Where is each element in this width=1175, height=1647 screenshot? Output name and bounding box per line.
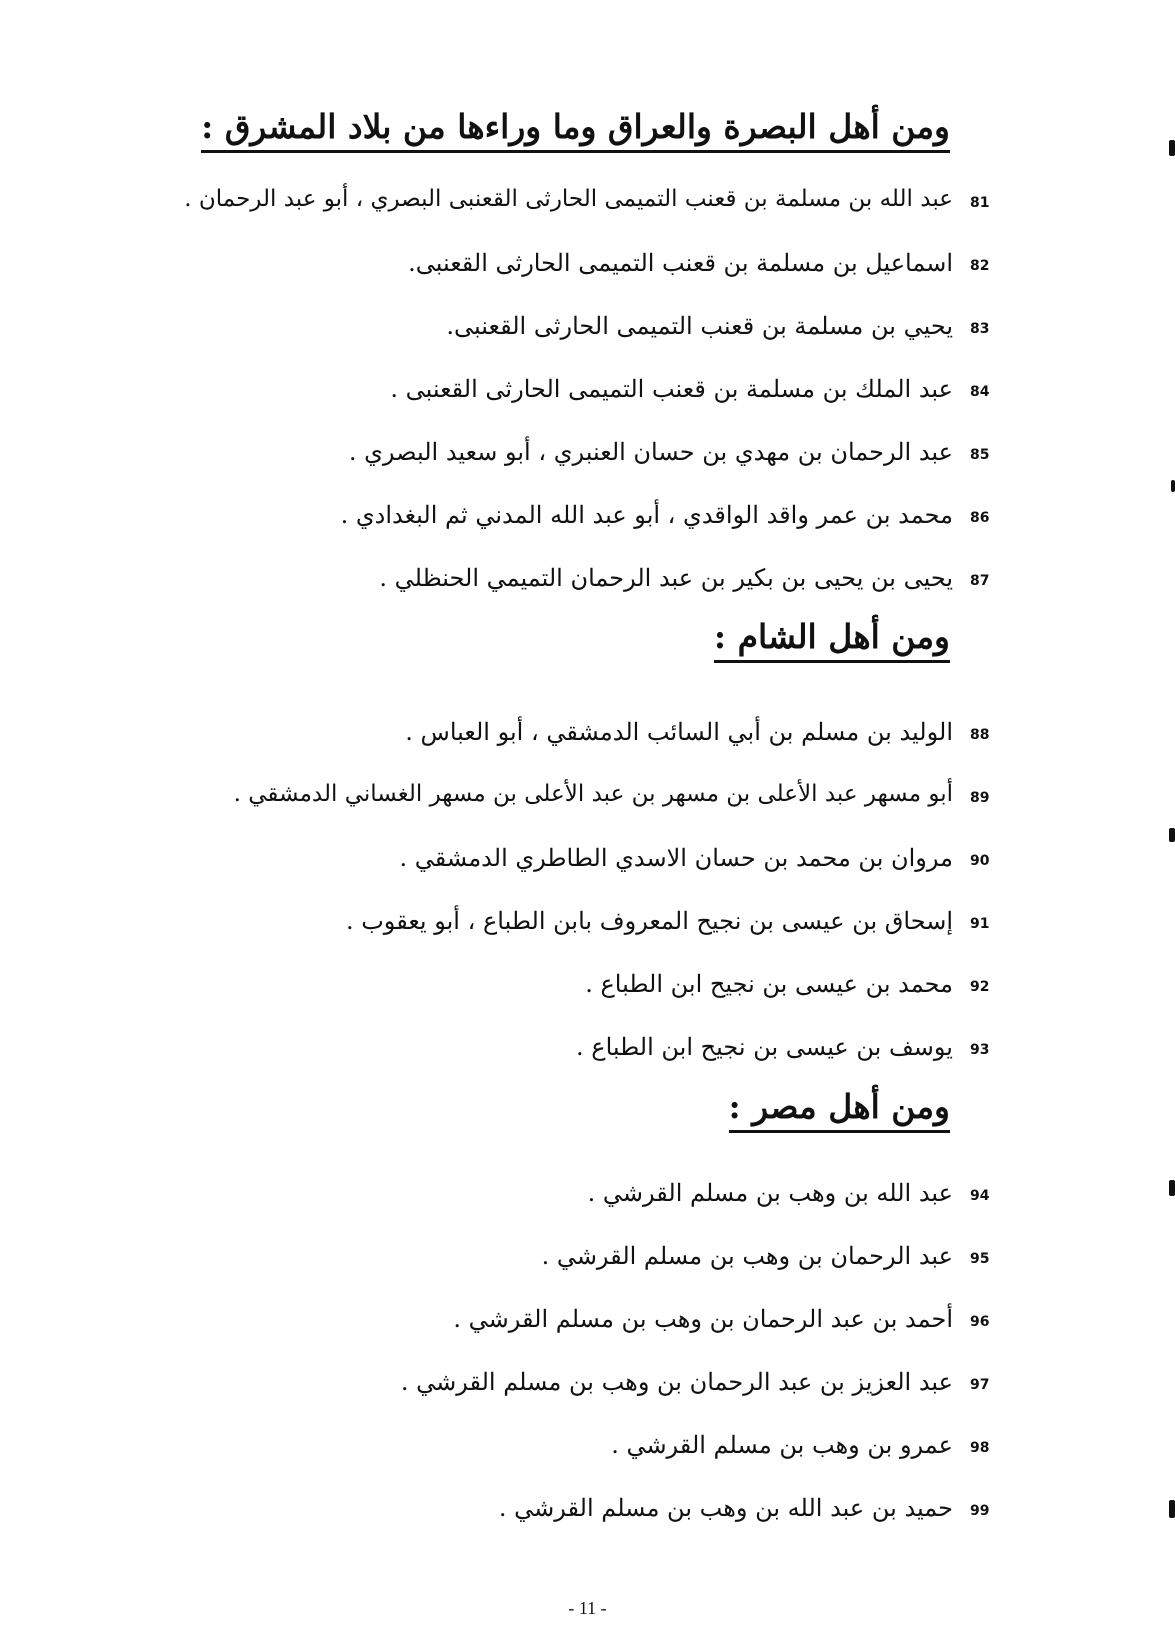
list-item	[0, 306, 1175, 352]
list-item	[0, 180, 1175, 226]
list-item	[0, 1488, 1175, 1534]
section-heading-iraq: ومن أهل البصرة والعراق وما وراءها من بلاد المشرق :	[201, 108, 950, 153]
heading-underline	[729, 1130, 950, 1133]
entry-number: 93	[970, 1042, 990, 1058]
entry-number: 89	[970, 790, 990, 806]
list-item	[0, 712, 1175, 758]
scan-edge-mark	[1169, 828, 1175, 842]
entry-number: 91	[970, 916, 990, 932]
list-item	[0, 432, 1175, 478]
entry-text: إسحاق بن عيسى بن نجيح المعروف بابن الطباع ، أبو يعقوب .	[345, 907, 953, 935]
entry-number: 96	[970, 1314, 990, 1330]
list-item	[0, 775, 1175, 821]
entry-text: عبد الله بن وهب بن مسلم القرشي .	[587, 1179, 953, 1207]
heading-underline	[201, 150, 950, 153]
entry-number: 95	[970, 1251, 990, 1267]
entry-text: يحيي بن مسلمة بن قعنب التميمى الحارثى القعنبى.	[446, 312, 953, 340]
entry-text: عبد الرحمان بن مهدي بن حسان العنبري ، أبو سعيد البصري .	[348, 438, 953, 466]
scan-edge-mark	[1171, 480, 1175, 492]
section-heading-sham: ومن أهل الشام :	[714, 618, 950, 663]
scan-edge-mark	[1169, 1180, 1175, 1196]
entry-text: أحمد بن عبد الرحمان بن وهب بن مسلم القرشي .	[453, 1305, 953, 1333]
list-item	[0, 1299, 1175, 1345]
entry-number: 81	[970, 195, 990, 211]
heading-underline	[714, 660, 950, 663]
entry-number: 97	[970, 1377, 990, 1393]
entry-text: حميد بن عبد الله بن وهب بن مسلم القرشي .	[498, 1494, 953, 1522]
entry-text: يحيى بن يحيى بن بكير بن عبد الرحمان التميمي الحنظلي .	[379, 564, 953, 592]
entry-text: عبد الرحمان بن وهب بن مسلم القرشي .	[541, 1242, 953, 1270]
list-item	[0, 1173, 1175, 1219]
entry-number: 83	[970, 321, 990, 337]
entry-text: اسماعيل بن مسلمة بن قعنب التميمى الحارثى القعنبى.	[408, 249, 953, 277]
entry-text: يوسف بن عيسى بن نجيح ابن الطباع .	[575, 1033, 953, 1061]
list-item	[0, 964, 1175, 1010]
list-item	[0, 243, 1175, 289]
entry-number: 88	[970, 727, 990, 743]
entry-number: 99	[970, 1503, 990, 1519]
entry-text: محمد بن عمر واقد الواقدي ، أبو عبد الله المدني ثم البغدادي .	[340, 501, 953, 529]
entry-number: 86	[970, 510, 990, 526]
entry-number: 90	[970, 853, 990, 869]
entry-text: مروان بن محمد بن حسان الاسدي الطاطري الدمشقي .	[399, 844, 953, 872]
list-item	[0, 1236, 1175, 1282]
entry-text: عبد الله بن مسلمة بن قعنب التميمى الحارثى القعنبى البصري ، أبو عبد الرحمان .	[184, 186, 953, 212]
entry-number: 92	[970, 979, 990, 995]
list-item	[0, 1362, 1175, 1408]
scan-edge-mark	[1169, 1500, 1175, 1518]
entry-number: 84	[970, 384, 990, 400]
scan-edge-mark	[1169, 140, 1175, 156]
list-item	[0, 1027, 1175, 1073]
section-heading-egypt: ومن أهل مصر :	[729, 1088, 950, 1133]
list-item	[0, 838, 1175, 884]
entry-text: عبد العزيز بن عبد الرحمان بن وهب بن مسلم القرشي .	[400, 1368, 953, 1396]
list-item	[0, 901, 1175, 947]
entry-text: أبو مسهر عبد الأعلى بن مسهر بن عبد الأعلى بن مسهر الغساني الدمشقي .	[233, 781, 953, 807]
entry-number: 98	[970, 1440, 990, 1456]
entry-text: محمد بن عيسى بن نجيح ابن الطباع .	[585, 970, 953, 998]
entry-text: عمرو بن وهب بن مسلم القرشي .	[611, 1431, 953, 1459]
entry-number: 85	[970, 447, 990, 463]
entry-number: 82	[970, 258, 990, 274]
list-item	[0, 369, 1175, 415]
entry-text: الوليد بن مسلم بن أبي السائب الدمشقي ، أبو العباس .	[405, 718, 953, 746]
entry-text: عبد الملك بن مسلمة بن قعنب التميمى الحارثى القعنبى .	[390, 375, 953, 403]
list-item	[0, 495, 1175, 541]
entry-number: 94	[970, 1188, 990, 1204]
list-item	[0, 1425, 1175, 1471]
entry-number: 87	[970, 573, 990, 589]
page-number: - 11 -	[568, 1598, 607, 1618]
list-item	[0, 558, 1175, 604]
